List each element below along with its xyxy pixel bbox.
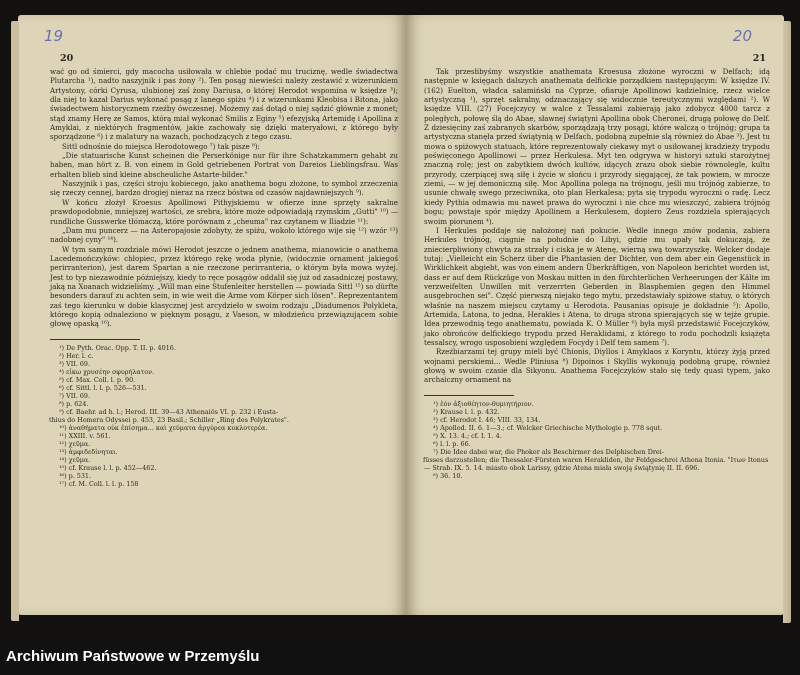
footnote-continuation: füsses darzustellen; die Thessaler-Fürsten waren Herakliden, ihr Feldgeschrei Athena Itonia. "Ιτων Itonus — Strab. IX. 5. 14. miasto obok Larissy, gdzie Atena miała swoją świątynię II. II. 696. [423, 456, 769, 473]
archive-caption: Archiwum Państwowe w Przemyślu [6, 648, 260, 665]
page-number-right: 21 [752, 53, 766, 64]
paragraph: W tym samym rozdziale mówi Herodot jeszcze o jednem anathema, mianowicie o anathema Lacedemończyków: chłopiec, przez którego rękę woda płynie, (widocznie ornament jakiegoś perirranterion), jest darem Spartan a nie rzeczone perirranteria, o którym była mowa wyżej. Jest to typ niezawodnie późniejszy, kiedy to ręce posągów oddalił się już od zasadniczej postawy, jaką na Xoanach widzieliśmy. „Will man eine Stufenleiter herstellen — powiada Sittl ¹⁵) so dürfte besonders darauf zu achten sein, in wie weit die Arme vom Körper sich lösen". Reprezentantem zaś tego kierunku w dobie klasycznej jest arcydzieło w swoim rodzaju „Diadumenos Polykleta, którego kopią odnaleziono w pięknym posągu, z Vaeson, w młodzieńcu przewiązującem sobie głowę opaską ¹⁶). [50, 244, 398, 329]
footnote-rule [424, 395, 514, 396]
footnote: ¹⁵) cf. Krause l. l. p. 452—462. [59, 464, 157, 473]
footnote: ⁵) cf. Max. Coll. l. p. 90. [59, 375, 136, 384]
footnote: ¹³) ἀμφιδεδίνηται. [59, 448, 118, 457]
footnote: ²) Krause l. l. p. 432. [433, 407, 500, 416]
paragraph: wać go od śmierci, gdy macocha usiłowała w chlebie podać mu truciznę, wedle świadectwa Plutarcha ¹), nadto naszyjnik i pas żony ²). Ten posąg niewieści należy zestawić z wizerunkiem Artystony, córki Cyrusa, ulubionej zaś żony Dariusa, o której Herodot wspomina w księdze ³); dla niej to kazał Darius wykonać posąg z lanego spiżu ⁴) i z wizerunkami Kleobisa i Bitona, jako świadectwem historycznem rzeźby ówczesnej. Możemy zaś dotąd o niej sądzić głównie z monet; stąd znamy Herę ze Samos, którą miał wykonać Smilis z Eginy ⁵) efezyjską Artemidę i Apollina z Amyklai, z niektórych fragmentów, jakie zachowały się dzięki materyałowi, z którego były sporządzone ⁶) i z malatury na wazach, pochodzących z tego czasu. [50, 67, 398, 142]
footnote: ¹²) χεῦμα. [59, 440, 91, 449]
paragraph: Naszyjnik i pas, części stroju kobiecego, jako anathema bogu złożone, to symbol zrzeczenia się rzeczy cennej, bardzo drogiej nieraz na rzecz bóstwa od czasów najdawniejszych ⁹). [50, 179, 398, 198]
footnote-rule [50, 339, 140, 340]
right-page [406, 15, 784, 615]
footnote: ⁴) Apollod. II. 6. 1—3.; cf. Welcker Griechische Mythologie p. 778 squt. [433, 423, 663, 432]
footnote: ¹) De Pyth. Orac. Opp. T. II. p. 4016. [59, 343, 176, 352]
quotation: „Die statuarische Kunst scheinen die Perserkönige nur für ihre Schatzkammern gehabt zu haben, man hört z. B. von einem in Gold getriebenen Portrat von Dareios Lieblingsfrau. Was erhalten blieb sind kleine abscheuliche Astarte-bilder." [50, 151, 398, 179]
footnote-continuation: thius do Homera Odyssei p. 453, 23 Basil.; Schiller „Ring des Polykrates". [49, 416, 289, 425]
paragraph: I Herkules poddaje się nałożonej nań pokucie. Wedle innego znów podania, zabiera Herkules trójnóg, ciągnie na południe do Libyi, gdzie mu upały tak dokuczają, że zniecierpliwiony chwyta za strzały i ciska je w Atenę, wierną swą towarzyszkę. Welcker dodaje tutaj: „Vielleicht ein Scherz über die Phantasien der Dichter, von dem aber ein Gegenstück in Wirklichkeit abgiebt, was von einem andern Überkräftigen, von Napoleon berichtet worden ist, dass er auf dem Rückzüge von Moskau mitten in den fürchterlichen Verheerungen der Kälte im verzweifelten Unwillen mit verzerrten Geberden in Blasphemien gegen den Himmel ausgebrochen sei". Część pierwszą niejako tego mytu, przedstawiały spiżowe statuy, o których właśnie na naszem miejscu czytamy u Herodota. Pausanias opisuje je dokładnie ⁵): Apollo, Artemida, Latona, to jedna, Herakles i Atena, to druga strona spierających się w tejże grupie. Idea przewodnią tego anathematu, powiada K. O Müller ⁶) była myśl przedstawić Focejczyków, jako obrońców delfickiego trypodu przed Heraklidami, z którego to rodu pochodzili książęta tessalscy, wrogo usposobieni względem Focydy i Delf tem samem ⁷). [424, 225, 770, 347]
right-footnotes [424, 400, 770, 480]
footnote: ⁹) cf. Baehr. ad h. l.; Herod. III. 39—43 Athenaiös VI. p. 232 i Eusta- [59, 408, 279, 416]
open-book [8, 15, 792, 630]
footnote: ¹⁷) cf. M. Coll. l. l. p. 158 [59, 480, 139, 489]
pencil-archive-number-right: 20 [732, 27, 752, 45]
footnote: ¹⁶) p. 531. [59, 472, 92, 481]
paragraph: Sittl odnośnie do miejsca Herodotowego ⁷) tak pisze ⁸): [62, 141, 260, 151]
footnote: ⁸) 36. 10. [433, 472, 463, 481]
page-number-left: 20 [60, 53, 74, 64]
left-page-body [50, 67, 398, 329]
footnote: ¹⁴) χεῦμα. [59, 456, 91, 465]
paragraph: Tak przesłibyśmy wszystkie anathemata Kroesusa złożone wyroczni w Delfach; idą następnie w księgach dalszych anathemata delfickie porządkiem następującym: W księdze IV. (162) Euelton, władca salamiński na Cyprze, ofiaruje Apollinowi kadzielnicę, rzecz wielce artystyczną ¹), sprzęt sakralny, odznaczający się widocznie tereutycznymi względami ²). W księdze VIII. (27) Focejczycy w walce z Tessalami zabierają jako zdobycz 4000 tarcz z poległych, połowę ślą do Abae, sławnej świątyni Apollina obok Cheronei, drugą połowę do Delf. Z dziesięciny zaś zabranych skarbów, sporządzają trzy posągi, które walczą o trójnóg; grupa ta artystyczna stanęła przed świątynią w Delfach, podobną zupełnie slą również do Abae ³). Jest tu mowa o spiżowych statuach, które reprezentowały ciekawy myt o usiłowanej kradzieży trypodu poświęconego Apollinowi — przez Herkulesa. Myt ten odgrywa w historyi sztuki starożytnej znaczną rolę; jest on zabytkiem dwóch kultów, idących zrazu obok siebie równolegle, kultu przyrody, czerpiącej swą siłę i życie w słońcu i przyrody sięgającej, że tak powiem, w mrocze ziemi, — w jej demoniczną siłę. Moc Apollina polega na trójnogu, jeśli mu trójnóg zabierze, to usunie chwałę swego przeciwnika, oto plan Herkalesa; pyta się trypodu wyroczni o radę. Lecz kiedy Pythia odmawia mu nawet prawa do wyroczni i nie chce mu wieszczyć, zabiera trójnóg bogu; powstaje spór między Apollinem a Herkulesem, dopiero Zeus rozdziela spierających swoim piorunem ⁴). [424, 67, 770, 226]
quotation: „Dam mu puncerz — na Asteropajosie zdobyty, że spiżu, wokoło którego wije się ¹²) wzór ¹³) nadobnej cyny" ¹⁴). [50, 225, 398, 245]
footnote: ⁶) cf. Sittl. l. l. p. 526—531. [59, 383, 147, 392]
left-page [18, 15, 406, 615]
footnote: ⁴) εἰκω χρυσέην σφυρήλατον. [59, 367, 155, 376]
archive-caption-bar [0, 640, 800, 675]
footnote: ⁸) p. 624. [59, 399, 89, 408]
paragraph: W końcu złożył Kroesus Apollinowi Pithyjskiemu w ofierze inne sprzęty sakralne prawdopodobnie, mniejszej wartości, ze srebra, które może odpowiadają rzymskim „Gutti" ¹⁰) — rundliche Gusswerke tłómaczą, które porównam z „cheuma" raz czytanem w Iliadzie ¹¹): [50, 197, 398, 226]
footnote: ³) cf. Herodot I. 46; VIII. 33, 134. [433, 415, 541, 424]
footnote: ²) Her. l. c. [59, 351, 94, 360]
footnote: ¹) ἐόν ἀξιοθέητον-θυμιητήριον. [433, 399, 534, 408]
footnote: ³) VII. 69. [59, 359, 90, 368]
footnote: ⁶) l. l. p. 66. [433, 439, 471, 448]
right-page-body [424, 67, 770, 385]
footnote: ¹⁰) ἀναθήματα οὐκ ἐπίσημα... καὶ χεύματα ἀργύρεα κυκλοτερέα. [59, 424, 268, 433]
paragraph: Rzeźbiarzami tej grupy mieli być Chionis, Diyllos i Amyklaos z Koryntu, którzy żyją przed wojnami perskiemi... Wedle Pliniusa ⁸) Dipoinos i Skyllis wykonują podobną grupę, również głową w swoim czasie dla Sikyonu. Anathema Focejczyków stało się tedy quasi typem, jako archaiczny ornament na [424, 347, 770, 385]
left-footnotes [50, 344, 398, 489]
footnote: ⁷) Die Idee dabei war, die Phoker als Beschirmer des Delphischen Drei- [433, 447, 664, 456]
pencil-archive-number-left: 19 [44, 27, 64, 45]
footnote: ¹¹) XXIII. v. 561. [59, 432, 111, 441]
footnote: ⁷) VII. 69. [59, 391, 90, 400]
footnote: ⁵) X. 13. 4.; cf. I. 1. 4. [433, 431, 502, 440]
